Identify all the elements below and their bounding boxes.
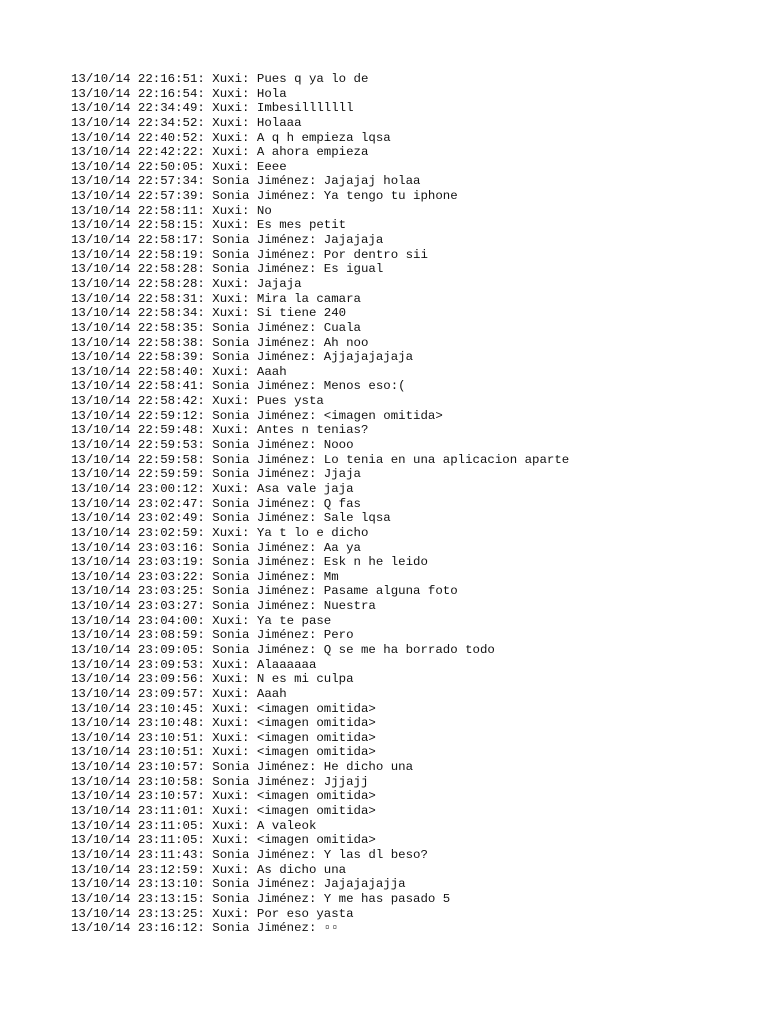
chat-message-line: 13/10/14 22:58:15: Xuxi: Es mes petit	[71, 218, 347, 233]
chat-message-line: 13/10/14 22:58:28: Sonia Jiménez: Es igual	[71, 262, 384, 277]
chat-message-line: 13/10/14 23:10:57: Xuxi: <imagen omitida>	[71, 789, 376, 804]
chat-message-line: 13/10/14 23:09:56: Xuxi: N es mi culpa	[71, 672, 354, 687]
chat-message-line: 13/10/14 23:10:58: Sonia Jiménez: Jjjajj	[71, 774, 369, 789]
chat-message-line: 13/10/14 22:57:34: Sonia Jiménez: Jajajaj holaa	[71, 174, 421, 189]
chat-message-line: 13/10/14 22:59:53: Sonia Jiménez: Nooo	[71, 438, 354, 453]
chat-message-line: 13/10/14 23:03:19: Sonia Jiménez: Esk n he leido	[71, 555, 428, 570]
chat-message-line: 13/10/14 23:03:22: Sonia Jiménez: Mm	[71, 569, 339, 584]
chat-message-line: 13/10/14 23:09:53: Xuxi: Alaaaaaa	[71, 657, 317, 672]
chat-message-line: 13/10/14 22:58:31: Xuxi: Mira la camara	[71, 291, 361, 306]
chat-message-line: 13/10/14 22:58:34: Xuxi: Si tiene 240	[71, 306, 347, 321]
chat-message-line: 13/10/14 22:58:17: Sonia Jiménez: Jajajaja	[71, 233, 384, 248]
chat-message-line: 13/10/14 22:58:38: Sonia Jiménez: Ah noo	[71, 335, 369, 350]
chat-message-line: 13/10/14 23:11:05: Xuxi: <imagen omitida>	[71, 833, 376, 848]
chat-message-line: 13/10/14 23:13:10: Sonia Jiménez: Jajajajajja	[71, 877, 406, 892]
chat-message-line: 13/10/14 22:58:40: Xuxi: Aaah	[71, 364, 287, 379]
chat-message-line: 13/10/14 23:12:59: Xuxi: As dicho una	[71, 862, 347, 877]
chat-message-line: 13/10/14 23:02:49: Sonia Jiménez: Sale lqsa	[71, 511, 391, 526]
chat-message-line: 13/10/14 23:09:05: Sonia Jiménez: Q se me ha borrado todo	[71, 642, 495, 657]
chat-message-line: 13/10/14 22:34:49: Xuxi: Imbesilllllll	[71, 101, 354, 116]
chat-message-line: 13/10/14 23:10:45: Xuxi: <imagen omitida>	[71, 701, 376, 716]
chat-log	[71, 72, 569, 936]
chat-message-line: 13/10/14 23:02:59: Xuxi: Ya t lo e dicho	[71, 525, 369, 540]
chat-message-line: 13/10/14 23:13:25: Xuxi: Por eso yasta	[71, 906, 354, 921]
chat-message-line: 13/10/14 23:10:48: Xuxi: <imagen omitida>	[71, 716, 376, 731]
chat-message-line: 13/10/14 23:03:27: Sonia Jiménez: Nuestra	[71, 599, 376, 614]
chat-message-line: 13/10/14 22:40:52: Xuxi: A q h empieza lqsa	[71, 130, 391, 145]
chat-message-line: 13/10/14 23:03:16: Sonia Jiménez: Aa ya	[71, 540, 361, 555]
chat-message-line: 13/10/14 22:16:51: Xuxi: Pues q ya lo de	[71, 72, 369, 86]
chat-message-line: 13/10/14 22:42:22: Xuxi: A ahora empieza	[71, 145, 369, 160]
chat-message-line: 13/10/14 22:59:48: Xuxi: Antes n tenias?	[71, 423, 369, 438]
chat-message-line: 13/10/14 22:58:35: Sonia Jiménez: Cuala	[71, 320, 361, 335]
chat-message-line: 13/10/14 22:59:12: Sonia Jiménez: <imagen omitida>	[71, 408, 443, 423]
chat-message-line: 13/10/14 22:58:42: Xuxi: Pues ysta	[71, 394, 324, 409]
chat-message-line: 13/10/14 23:10:51: Xuxi: <imagen omitida>	[71, 730, 376, 745]
chat-message-line: 13/10/14 22:57:39: Sonia Jiménez: Ya tengo tu iphone	[71, 189, 458, 204]
chat-message-line: 13/10/14 22:59:59: Sonia Jiménez: Jjaja	[71, 467, 361, 482]
chat-message-line: 13/10/14 23:11:05: Xuxi: A valeok	[71, 818, 317, 833]
chat-message-line: 13/10/14 23:11:01: Xuxi: <imagen omitida>	[71, 804, 376, 819]
chat-message-line: 13/10/14 23:10:51: Xuxi: <imagen omitida>	[71, 745, 376, 760]
chat-message-line: 13/10/14 23:10:57: Sonia Jiménez: He dicho una	[71, 760, 414, 775]
chat-message-line: 13/10/14 22:58:28: Xuxi: Jajaja	[71, 276, 302, 291]
chat-message-line: 13/10/14 23:04:00: Xuxi: Ya te pase	[71, 613, 332, 628]
chat-message-line: 13/10/14 22:59:58: Sonia Jiménez: Lo tenia en una aplicacion aparte	[71, 452, 570, 467]
chat-message-line: 13/10/14 22:58:41: Sonia Jiménez: Menos eso:(	[71, 379, 406, 394]
chat-message-line: 13/10/14 22:50:05: Xuxi: Eeee	[71, 159, 287, 174]
chat-message-line: 13/10/14 23:09:57: Xuxi: Aaah	[71, 686, 287, 701]
chat-message-line: 13/10/14 23:16:12: Sonia Jiménez: ▫▫	[71, 921, 339, 936]
chat-message-line: 13/10/14 22:58:11: Xuxi: No	[71, 203, 272, 218]
chat-message-line: 13/10/14 22:16:54: Xuxi: Hola	[71, 86, 287, 101]
chat-message-line: 13/10/14 23:13:15: Sonia Jiménez: Y me has pasado 5	[71, 891, 451, 906]
chat-message-line: 13/10/14 22:58:39: Sonia Jiménez: Ajjajajajaja	[71, 350, 414, 365]
chat-message-line: 13/10/14 23:02:47: Sonia Jiménez: Q fas	[71, 496, 361, 511]
chat-message-line: 13/10/14 23:03:25: Sonia Jiménez: Pasame alguna foto	[71, 584, 458, 599]
chat-message-line: 13/10/14 23:08:59: Sonia Jiménez: Pero	[71, 628, 354, 643]
chat-message-line: 13/10/14 22:58:19: Sonia Jiménez: Por dentro sii	[71, 247, 428, 262]
chat-message-line: 13/10/14 23:11:43: Sonia Jiménez: Y las dl beso?	[71, 847, 428, 862]
chat-message-line: 13/10/14 23:00:12: Xuxi: Asa vale jaja	[71, 481, 354, 496]
chat-message-line: 13/10/14 22:34:52: Xuxi: Holaaa	[71, 115, 302, 130]
